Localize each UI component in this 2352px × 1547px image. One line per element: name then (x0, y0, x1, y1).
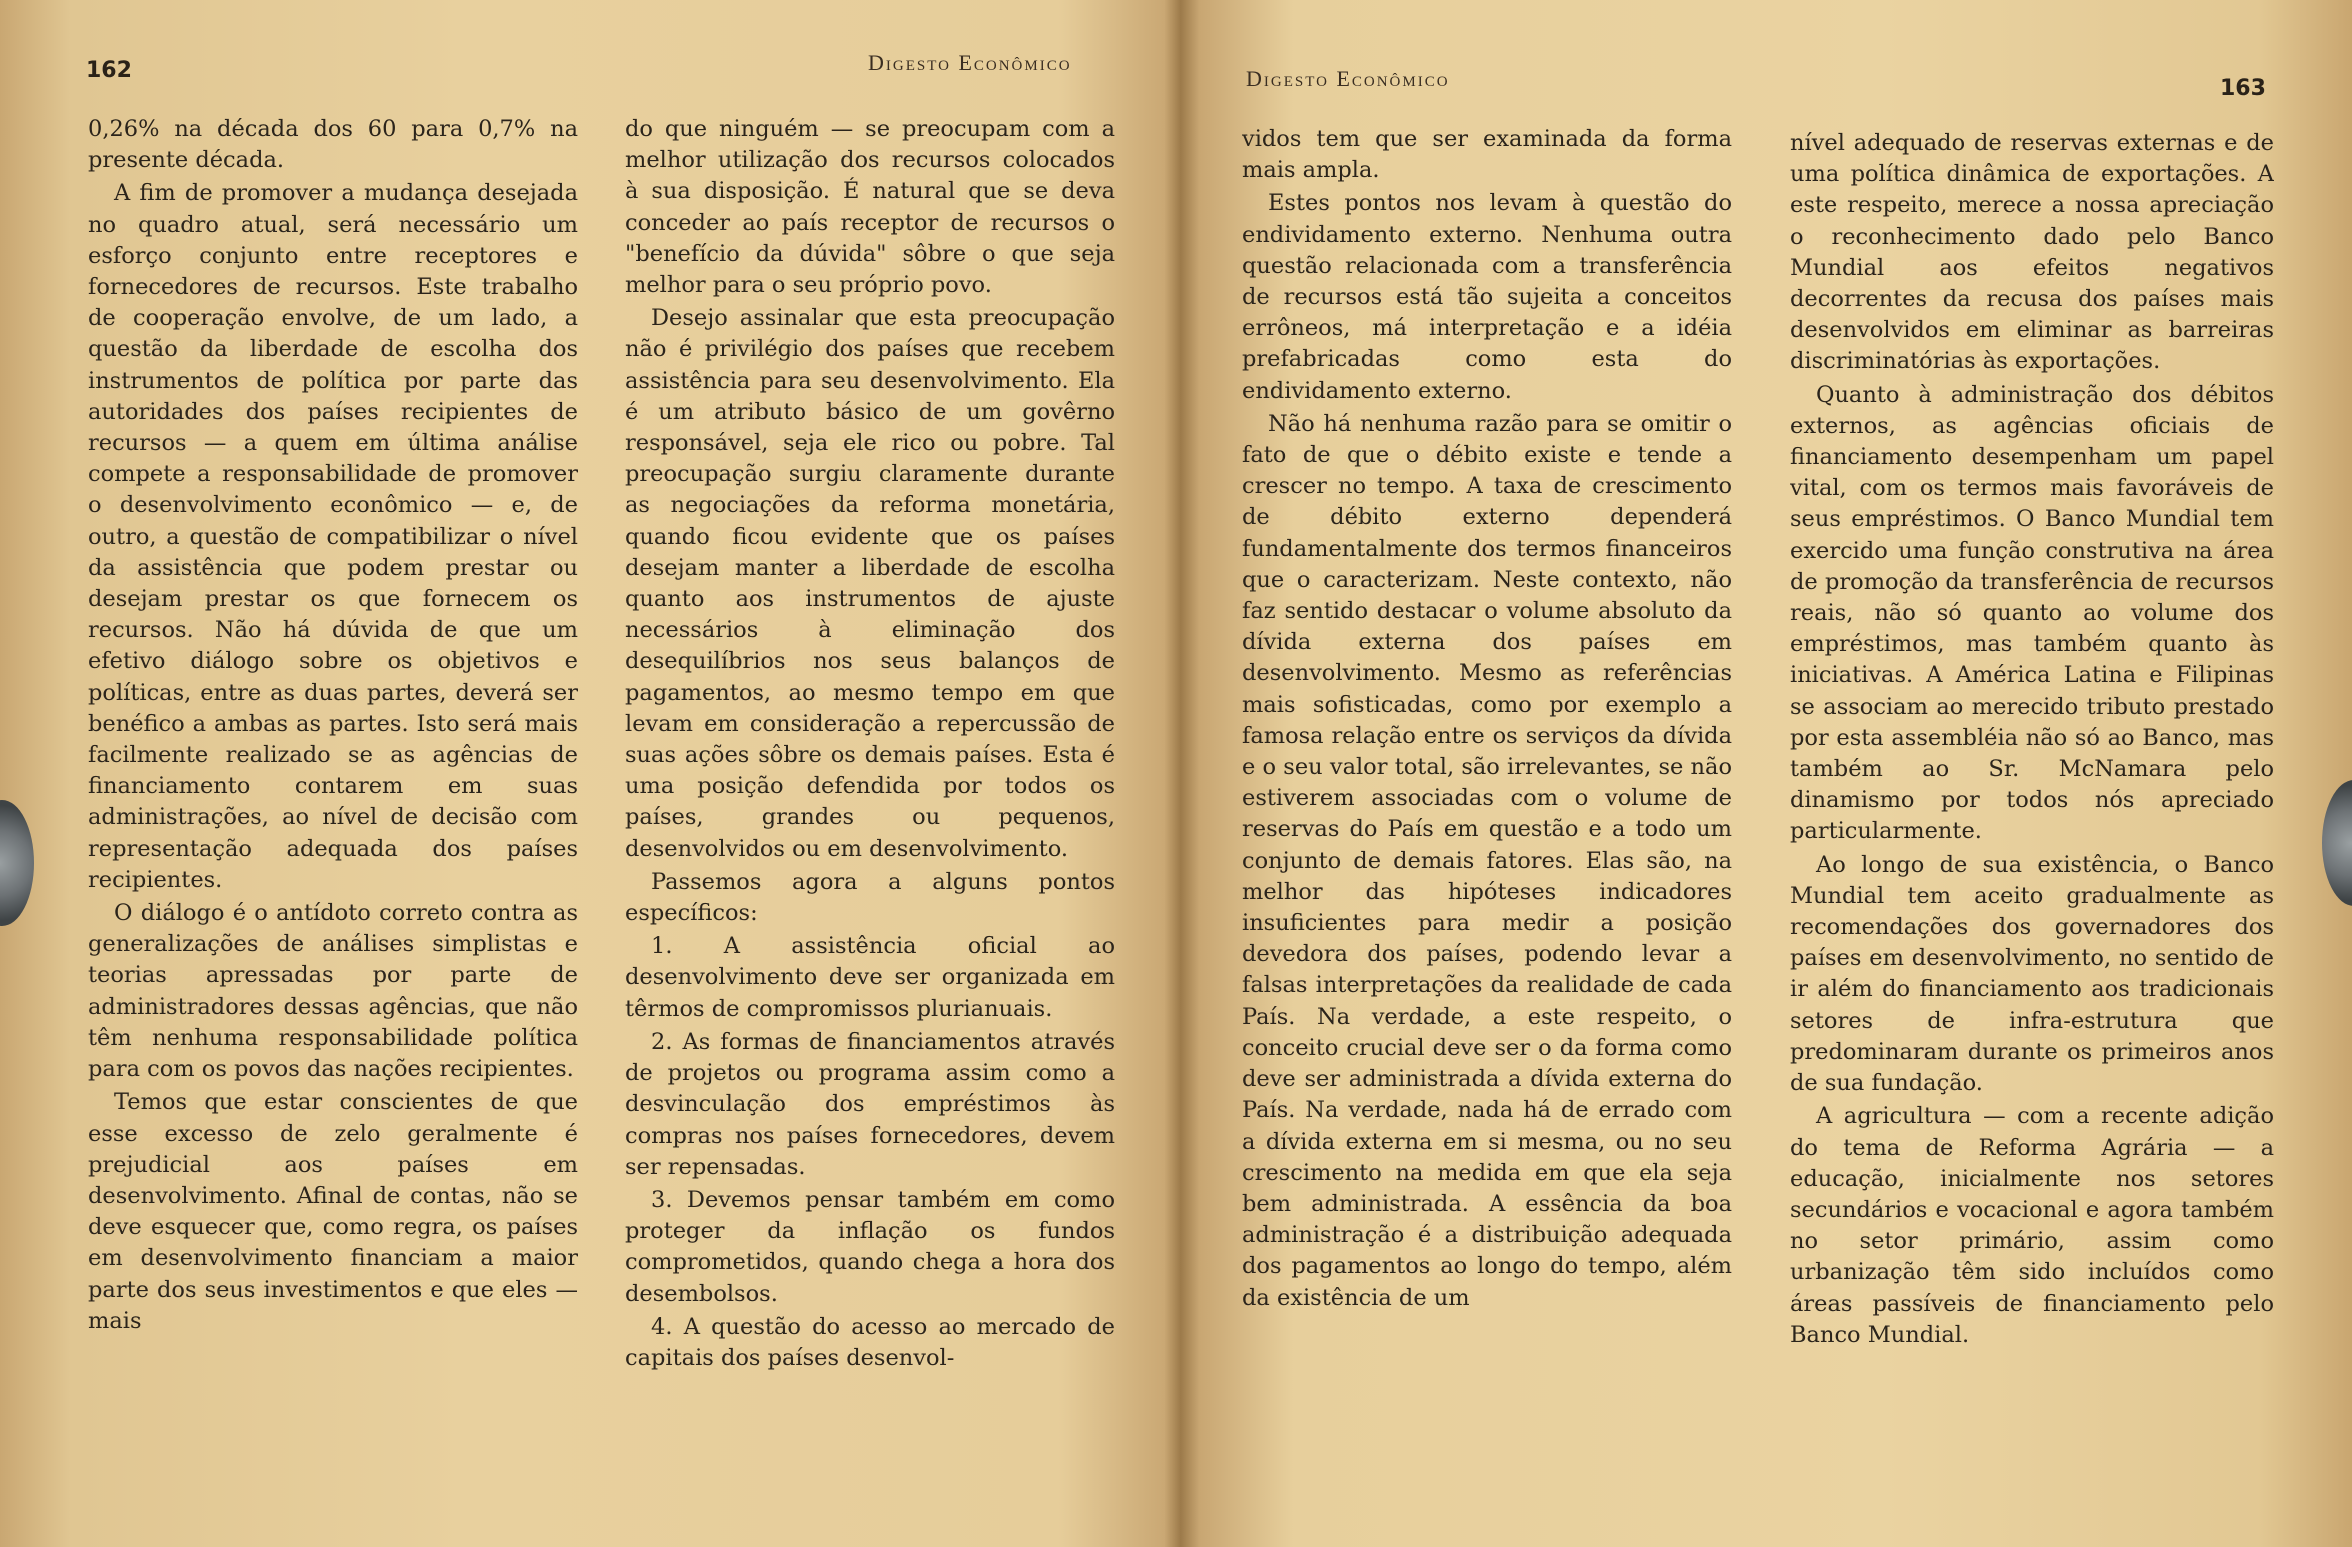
paragraph: nível adequado de reservas externas e de uma política dinâmica de exportações. A este respeito, merece a nossa apreciação o reconhecimento dado pelo Banco Mundial aos efeitos negativos decorrentes da recusa dos países mais desenvolvidos em eliminar as barreiras discriminatórias às exportações. (1790, 130, 2274, 375)
paragraph: A agricultura — com a recente adição do tema de Reforma Agrária — a educação, inicialmente nos setores secundários e vocacional e agora também no setor primário, assim como urbanização têm sido incluídos como áreas passíveis de financiamento pelo Banco Mundial. (1790, 1103, 2274, 1348)
paragraph: Desejo assinalar que esta preocupação não é privilégio dos países que recebem assistência para seu desenvolvimento. Ela é um atributo básico de um govêrno responsável, seja ele rico ou pobre. Tal preocupação surgiu claramente durante as negociações da reforma monetária, quando ficou evidente que os países desejam manter a liberdade de escolha quanto aos instrumentos de ajuste necessários à eliminação dos desequilíbrios nos seus balanços de pagamentos, ao mesmo tempo em que levam em consideração a repercussão de suas ações sôbre os demais países. Esta é uma posição defendida por todos os países, grandes ou pequenos, desenvolvidos ou em desenvolvimento. (625, 305, 1115, 862)
page-number-left: 162 (86, 58, 132, 83)
running-head-right: Digesto Econômico (1246, 66, 1450, 91)
text-column-4 (1790, 128, 2274, 1528)
paragraph: O diálogo é o antídoto correto contra as generalizações de análises simplistas e teorias apressadas por parte de administradores dessas agências, que não têm nenhuma responsabilidade política para com os povos das nações recipientes. (88, 900, 578, 1083)
paragraph: A fim de promover a mudança desejada no quadro atual, será necessário um esforço conjunto entre receptores e fornecedores de recursos. Este trabalho de cooperação envolve, de um lado, a questão da liberdade de escolha dos instrumentos de política por parte das autoridades dos países recipientes de recursos — a quem em última análise compete a responsabilidade de promover o desenvolvimento econômico — e, de outro, a questão de compatibilizar o nível da assistência que podem prestar ou desejam prestar os que fornecem os recursos. Não há dúvida de que um efetivo diálogo sobre os objetivos e políticas, entre as duas partes, deverá ser benéfico a ambas as partes. Isto será mais facilmente realizado se as agências de financiamento contarem em suas administrações, ao nível de decisão com representação adequada dos países recipientes. (88, 180, 578, 893)
paragraph: Estes pontos nos levam à questão do endividamento externo. Nenhuma outra questão relacionada com a transferência de recursos está tão sujeita a conceitos errôneos, má interpretação e a idéia prefabricadas como esta do endividamento externo. (1242, 190, 1732, 404)
paragraph: Quanto à administração dos débitos externos, as agências oficiais de financiamento desempenham um papel vital, com os termos mais favoráveis de seus empréstimos. O Banco Mundial tem exercido uma função construtiva na área de promoção da transferência de recursos reais, não só quanto ao volume dos empréstimos, mas também quanto às iniciativas. A América Latina e Filipinas se associam ao merecido tributo prestado por esta assembléia não só ao Banco, mas também ao Sr. McNamara pelo dinamismo por todos nós apreciado particularmente. (1790, 381, 2274, 845)
paragraph: do que ninguém — se preocupam com a melhor utilização dos recursos colocados à sua disposição. É natural que se deva conceder ao país receptor de recursos o "benefício da dúvida" sôbre o que seja melhor para o seu próprio povo. (625, 116, 1115, 299)
paragraph: Temos que estar conscientes de que esse excesso de zelo geralmente é prejudicial aos países em desenvolvimento. Afinal de contas, não se deve esquecer que, como regra, os países em desenvolvimento financiam a maior parte dos seus investimentos e que eles — mais (88, 1089, 578, 1334)
binder-hole-left (0, 800, 34, 926)
paragraph: vidos tem que ser examinada da forma mais ampla. (1242, 126, 1732, 184)
paragraph: 2. As formas de financiamentos através de projetos ou programa assim como a desvinculação dos empréstimos às compras nos países fornecedores, devem ser repensadas. (625, 1028, 1115, 1180)
paragraph: 3. Devemos pensar também em como proteger da inflação os fundos comprometidos, quando chega a hora dos desembolsos. (625, 1186, 1115, 1307)
text-column-1 (88, 114, 578, 1514)
paragraph: Ao longo de sua existência, o Banco Mundial tem aceito gradualmente as recomendações dos governadores dos países em desenvolvimento, no sentido de ir além do financiamento aos tradicionais setores de infra-estrutura que predominaram durante os primeiros anos de sua fundação. (1790, 851, 2274, 1097)
paragraph: 0,26% na década dos 60 para 0,7% na presente década. (88, 116, 578, 174)
page-number-right: 163 (2220, 76, 2266, 101)
paragraph: Não há nenhuma razão para se omitir o fato de que o débito existe e tende a crescer no tempo. A taxa de crescimento de débito externo dependerá fundamentalmente dos termos financeiros que o caracterizam. Neste contexto, não faz sentido destacar o volume absoluto da dívida externa dos países em desenvolvimento. Mesmo as referências mais sofisticadas, como por exemplo a famosa relação entre os serviços da dívida e o seu valor total, são irrelevantes, se não estiverem associadas com o volume de reservas do País em questão e a todo um conjunto de demais fatores. Elas são, na melhor das hipóteses indicadores insuficientes para medir a posição devedora dos países, podendo levar a falsas interpretações da realidade de cada País. Na verdade, a este respeito, o conceito crucial deve ser o da forma como deve ser administrada a dívida externa do País. Na verdade, nada há de errado com a dívida externa em si mesma, ou no seu crescimento na medida em que ela seja bem administrada. A essência da boa administração é a distribuição adequada dos pagamentos ao longo do tempo, além da existência de um (1242, 410, 1732, 1311)
paragraph: 1. A assistência oficial ao desenvolvimento deve ser organizada em têrmos de compromissos plurianuais. (625, 933, 1115, 1022)
text-column-3 (1242, 124, 1732, 1524)
paragraph: 4. A questão do acesso ao mercado de capitais dos países desenvol- (625, 1313, 1115, 1371)
running-head-left: Digesto Econômico (868, 50, 1072, 75)
right-page (1180, 0, 2352, 1547)
paragraph: Passemos agora a alguns pontos específicos: (625, 868, 1115, 927)
text-column-2 (625, 114, 1115, 1514)
